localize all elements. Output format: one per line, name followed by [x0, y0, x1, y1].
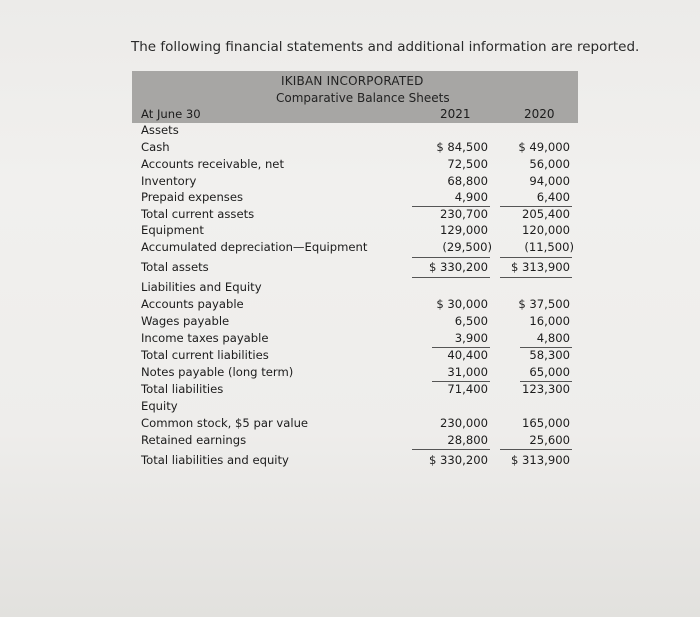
table-row — [132, 174, 578, 190]
value-2021: 28,800 — [447, 433, 488, 447]
total-rule-2021 — [412, 449, 490, 450]
row-label: Liabilities and Equity — [141, 280, 262, 294]
value-2021: (29,500) — [442, 240, 492, 254]
value-2020: $ 313,900 — [510, 453, 570, 467]
total-rule-2021 — [412, 257, 490, 258]
double-rule-2020 — [500, 277, 572, 278]
table-row — [132, 240, 578, 256]
value-2020: 58,300 — [529, 348, 570, 362]
row-label: Prepaid expenses — [141, 190, 244, 204]
row-label: Retained earnings — [141, 433, 247, 447]
row-label: Total liabilities — [141, 382, 224, 396]
table-row — [132, 416, 578, 432]
table-row — [132, 140, 578, 156]
table-row — [132, 331, 578, 347]
row-label: Total liabilities and equity — [141, 453, 289, 467]
value-2020: 56,000 — [529, 157, 570, 171]
value-2020: (11,500) — [524, 240, 574, 254]
value-2020: 65,000 — [529, 365, 570, 379]
row-label: Income taxes payable — [141, 331, 269, 345]
date-label: At June 30 — [141, 107, 201, 121]
value-2021: 40,400 — [447, 348, 488, 362]
value-2021: 6,500 — [454, 314, 488, 328]
value-2020: 6,400 — [536, 190, 570, 204]
table-row — [132, 365, 578, 381]
table-row — [132, 280, 578, 296]
row-label: Accounts receivable, net — [141, 157, 284, 171]
row-label: Equipment — [141, 223, 204, 237]
row-label: Notes payable (long term) — [141, 365, 294, 379]
value-2021: $ 330,200 — [428, 453, 488, 467]
value-2021: 230,700 — [440, 207, 488, 221]
value-2020: 123,300 — [522, 382, 570, 396]
table-row — [132, 399, 578, 415]
table-row — [132, 157, 578, 173]
value-2020: $ 49,000 — [518, 140, 570, 154]
value-2020: $ 37,500 — [518, 297, 570, 311]
table-row — [132, 433, 578, 449]
value-2020: 25,600 — [529, 433, 570, 447]
table-row — [132, 297, 578, 313]
table-row — [132, 453, 578, 469]
row-label: Total current liabilities — [141, 348, 269, 362]
value-2020: 4,800 — [536, 331, 570, 345]
table-row — [132, 382, 578, 398]
value-2020: $ 313,900 — [510, 260, 570, 274]
row-label: Accumulated depreciation—Equipment — [141, 240, 368, 254]
value-2020: 120,000 — [522, 223, 570, 237]
table-row — [132, 260, 578, 276]
year-2021-header: 2021 — [440, 107, 471, 121]
table-row — [132, 223, 578, 239]
row-label: Accounts payable — [141, 297, 244, 311]
total-rule-2020 — [500, 449, 572, 450]
statement-title: Comparative Balance Sheets — [276, 91, 450, 105]
intro-text: The following financial statements and additional information are reported. — [131, 39, 640, 55]
value-2021: 129,000 — [440, 223, 488, 237]
table-row — [132, 314, 578, 330]
balance-sheet-table — [132, 71, 578, 481]
year-2020-header: 2020 — [524, 107, 555, 121]
row-label: Wages payable — [141, 314, 230, 328]
double-rule-2021 — [412, 277, 490, 278]
table-row — [132, 207, 578, 223]
header-row — [132, 107, 578, 123]
row-label: Total assets — [141, 260, 209, 274]
table-row — [132, 123, 578, 139]
value-2020: 205,400 — [522, 207, 570, 221]
value-2021: 31,000 — [447, 365, 488, 379]
value-2021: $ 84,500 — [436, 140, 488, 154]
value-2021: 3,900 — [454, 331, 488, 345]
value-2021: 72,500 — [447, 157, 488, 171]
value-2021: 230,000 — [440, 416, 488, 430]
row-label: Equity — [141, 399, 178, 413]
row-label: Inventory — [141, 174, 197, 188]
row-label: Cash — [141, 140, 170, 154]
value-2020: 94,000 — [529, 174, 570, 188]
value-2020: 165,000 — [522, 416, 570, 430]
value-2021: 4,900 — [454, 190, 488, 204]
value-2021: $ 30,000 — [436, 297, 488, 311]
value-2021: 68,800 — [447, 174, 488, 188]
table-row — [132, 190, 578, 206]
company-name: IKIBAN INCORPORATED — [281, 74, 424, 88]
value-2021: $ 330,200 — [428, 260, 488, 274]
table-row — [132, 348, 578, 364]
row-label: Assets — [141, 123, 179, 137]
value-2021: 71,400 — [447, 382, 488, 396]
total-rule-2020 — [500, 257, 572, 258]
row-label: Common stock, $5 par value — [141, 416, 309, 430]
row-label: Total current assets — [141, 207, 255, 221]
value-2020: 16,000 — [529, 314, 570, 328]
